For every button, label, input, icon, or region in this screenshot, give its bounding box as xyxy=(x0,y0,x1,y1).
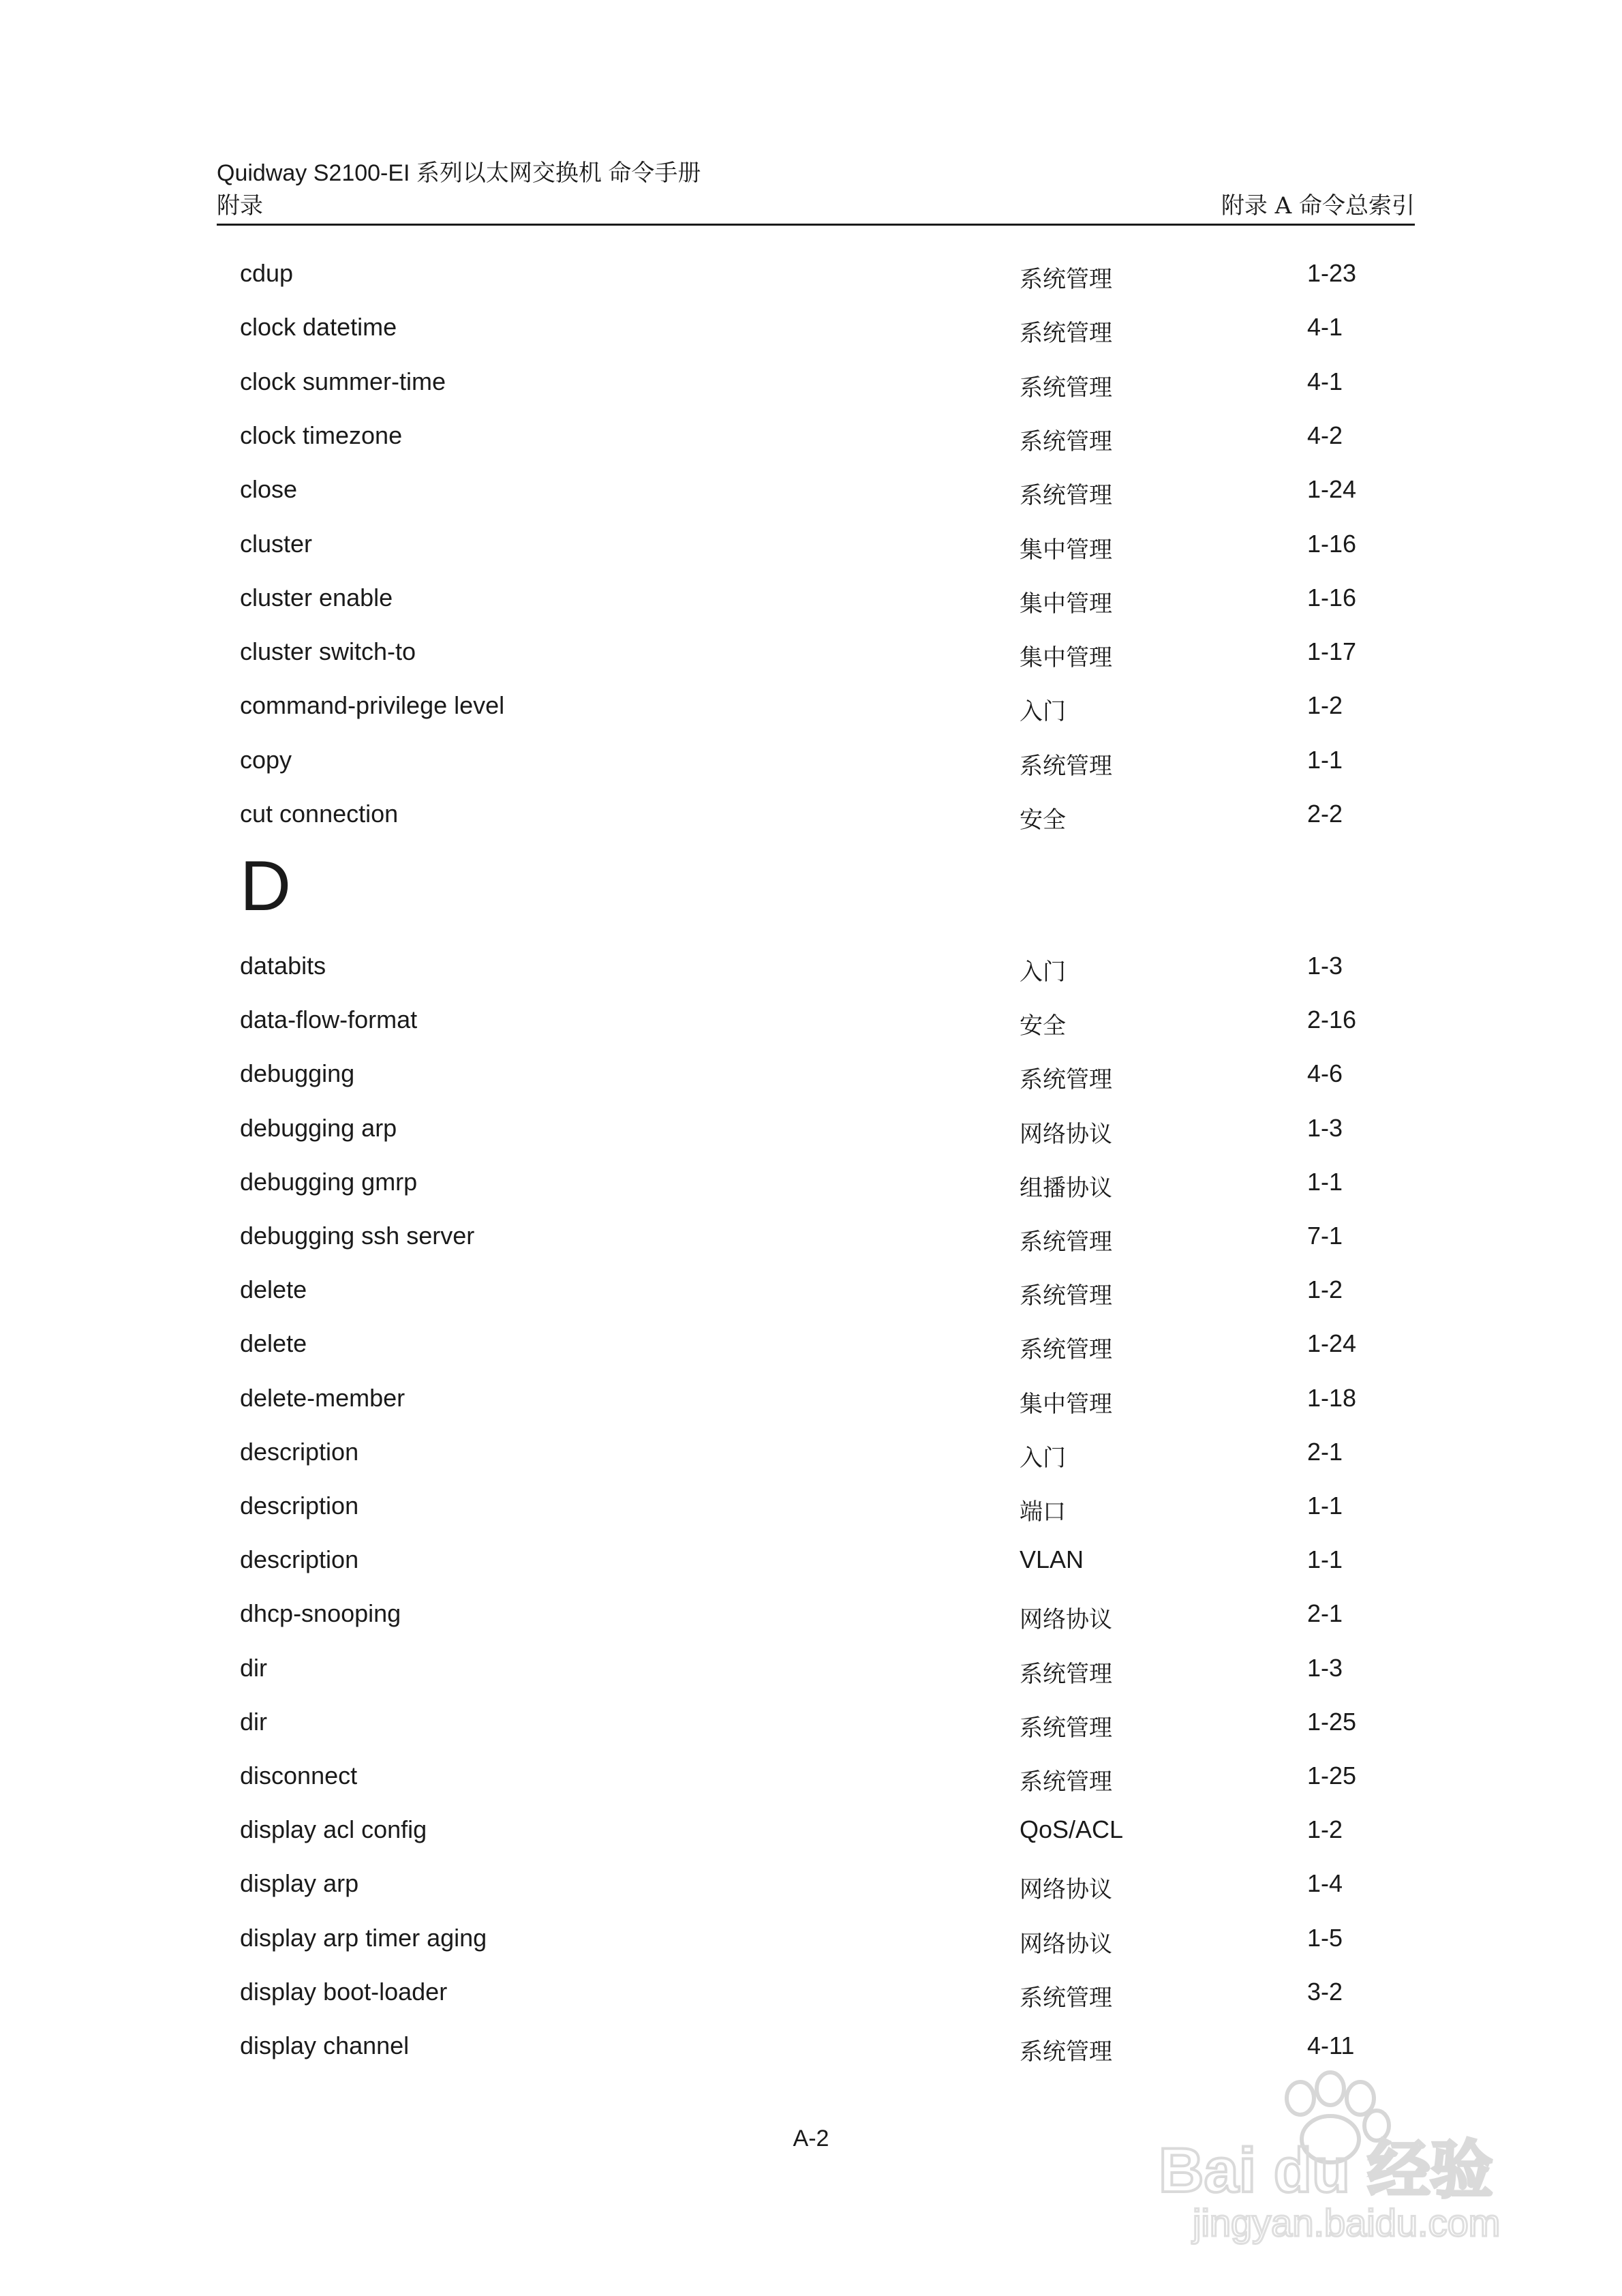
command-name: delete xyxy=(240,1329,307,1358)
page-reference: 1-4 xyxy=(1307,1869,1343,1898)
index-row xyxy=(0,691,1622,732)
index-row xyxy=(0,259,1622,300)
page-reference: 4-2 xyxy=(1307,421,1343,449)
command-category: 系统管理 xyxy=(1020,1066,1112,1094)
command-category: 入门 xyxy=(1020,958,1066,986)
page-reference: 1-1 xyxy=(1307,1545,1343,1574)
command-name: cut connection xyxy=(240,800,399,828)
page-reference: 1-2 xyxy=(1307,1815,1343,1844)
page-reference: 1-2 xyxy=(1307,1275,1343,1304)
page-reference: 1-1 xyxy=(1307,1492,1343,1520)
page-reference: 2-16 xyxy=(1307,1006,1357,1034)
command-category: 集中管理 xyxy=(1020,644,1112,672)
command-name: disconnect xyxy=(240,1762,358,1789)
command-category: 系统管理 xyxy=(1020,320,1112,348)
command-category: 系统管理 xyxy=(1020,427,1112,455)
command-name: debugging ssh server xyxy=(240,1222,475,1250)
command-name: dir xyxy=(240,1707,268,1736)
page-reference: 1-1 xyxy=(1307,745,1343,774)
page-reference: 7-1 xyxy=(1307,1222,1343,1250)
command-category: 系统管理 xyxy=(1020,1282,1112,1310)
index-row xyxy=(0,1168,1622,1209)
command-name: display arp xyxy=(240,1869,359,1898)
command-name: cdup xyxy=(240,259,294,287)
page-reference: 3-2 xyxy=(1307,1977,1343,2006)
command-category: 系统管理 xyxy=(1020,482,1112,510)
index-row xyxy=(0,1545,1622,1586)
page-reference: 1-25 xyxy=(1307,1707,1357,1736)
command-category: 集中管理 xyxy=(1020,1390,1112,1418)
index-row xyxy=(0,1978,1622,2019)
index-row xyxy=(0,421,1622,462)
command-category: 系统管理 xyxy=(1020,1714,1112,1742)
command-name: description xyxy=(240,1437,359,1466)
index-row xyxy=(0,746,1622,787)
command-category: 端口 xyxy=(1020,1498,1066,1526)
page-reference: 4-6 xyxy=(1307,1059,1343,1088)
command-name: data-flow-format xyxy=(240,1006,418,1034)
page-reference: 1-2 xyxy=(1307,691,1343,720)
index-row xyxy=(0,1114,1622,1155)
command-name: dhcp-snooping xyxy=(240,1599,401,1628)
index-row xyxy=(0,952,1622,993)
command-name: databits xyxy=(240,952,326,980)
index-row xyxy=(0,1599,1622,1640)
page-reference: 1-3 xyxy=(1307,1113,1343,1142)
command-category: 系统管理 xyxy=(1020,2038,1112,2066)
command-category: 安全 xyxy=(1020,1012,1066,1040)
page-reference: 4-1 xyxy=(1307,367,1343,395)
page-reference: 1-16 xyxy=(1307,529,1357,558)
index-row xyxy=(0,475,1622,516)
command-category: 系统管理 xyxy=(1020,1336,1112,1364)
page-reference: 1-3 xyxy=(1307,952,1343,980)
command-name: close xyxy=(240,475,298,504)
index-row xyxy=(0,1329,1622,1370)
command-category: 系统管理 xyxy=(1020,1984,1112,2012)
command-category: QoS/ACL xyxy=(1020,1815,1124,1844)
command-name: debugging arp xyxy=(240,1113,397,1142)
command-category: 组播协议 xyxy=(1020,1174,1112,1202)
page-reference: 1-18 xyxy=(1307,1383,1357,1412)
index-row xyxy=(0,1654,1622,1695)
page-reference: 1-25 xyxy=(1307,1762,1357,1789)
command-name: clock datetime xyxy=(240,313,397,342)
header-section: 附录 xyxy=(217,192,263,220)
page-reference: 2-2 xyxy=(1307,800,1343,828)
watermark-url: jingyan.baidu.com xyxy=(1193,2201,1501,2244)
page-reference: 1-3 xyxy=(1307,1653,1343,1682)
command-category: 安全 xyxy=(1020,806,1066,834)
index-row xyxy=(0,584,1622,624)
index-row xyxy=(0,313,1622,354)
command-name: description xyxy=(240,1492,359,1520)
command-category: 网络协议 xyxy=(1020,1606,1112,1634)
header-title: Quidway S2100-EI 系列以太网交换机 命令手册 xyxy=(217,160,701,186)
page-reference: 2-1 xyxy=(1307,1437,1343,1466)
index-row xyxy=(0,1059,1622,1100)
watermark-brand: Bai du 经验 xyxy=(1159,2136,1493,2205)
page-reference: 1-23 xyxy=(1307,259,1357,287)
index-row xyxy=(0,530,1622,571)
baidu-watermark xyxy=(1152,2066,1533,2250)
command-name: cluster switch-to xyxy=(240,637,416,666)
index-row xyxy=(0,1815,1622,1856)
command-name: display channel xyxy=(240,2031,410,2059)
command-name: copy xyxy=(240,745,292,774)
page-number: A-2 xyxy=(793,2126,829,2151)
command-name: debugging gmrp xyxy=(240,1167,418,1196)
command-category: 入门 xyxy=(1020,698,1066,726)
command-name: display boot-loader xyxy=(240,1977,448,2006)
command-category: 系统管理 xyxy=(1020,374,1112,402)
index-row xyxy=(0,367,1622,408)
index-row xyxy=(0,1275,1622,1316)
page-reference: 2-1 xyxy=(1307,1599,1343,1628)
index-row xyxy=(0,1006,1622,1046)
page-header xyxy=(217,151,1415,226)
command-name: command-privilege level xyxy=(240,691,505,720)
index-row xyxy=(0,1762,1622,1802)
page-reference: 1-24 xyxy=(1307,1329,1357,1358)
command-name: display arp timer aging xyxy=(240,1923,487,1952)
command-category: 入门 xyxy=(1020,1444,1066,1472)
command-name: delete-member xyxy=(240,1383,406,1412)
command-name: clock timezone xyxy=(240,421,403,449)
page-reference: 4-1 xyxy=(1307,313,1343,342)
command-category: 集中管理 xyxy=(1020,536,1112,564)
command-category: 系统管理 xyxy=(1020,1768,1112,1796)
page-reference: 1-17 xyxy=(1307,637,1357,666)
index-row xyxy=(0,1492,1622,1532)
command-name: cluster enable xyxy=(240,583,393,611)
index-row xyxy=(0,1924,1622,1965)
command-category: 集中管理 xyxy=(1020,590,1112,618)
index-row xyxy=(0,1438,1622,1479)
header-chapter: 附录 A 命令总索引 xyxy=(1221,192,1415,220)
command-category: VLAN xyxy=(1020,1545,1084,1574)
index-row xyxy=(0,637,1622,678)
page-reference: 1-5 xyxy=(1307,1923,1343,1952)
command-name: clock summer-time xyxy=(240,367,446,395)
page-reference: 1-16 xyxy=(1307,583,1357,611)
page-reference: 1-1 xyxy=(1307,1167,1343,1196)
index-row xyxy=(0,1708,1622,1749)
command-name: dir xyxy=(240,1653,268,1682)
command-name: cluster xyxy=(240,529,313,558)
page-reference: 4-11 xyxy=(1307,2031,1355,2059)
command-name: debugging xyxy=(240,1059,355,1088)
command-category: 系统管理 xyxy=(1020,1228,1112,1256)
index-row xyxy=(0,1222,1622,1263)
page-reference: 1-24 xyxy=(1307,475,1357,504)
command-name: description xyxy=(240,1545,359,1574)
section-letter-d: D xyxy=(240,847,292,926)
command-category: 系统管理 xyxy=(1020,266,1112,293)
index-row xyxy=(0,800,1622,841)
command-category: 系统管理 xyxy=(1020,752,1112,780)
command-category: 系统管理 xyxy=(1020,1660,1112,1688)
command-category: 网络协议 xyxy=(1020,1930,1112,1958)
command-category: 网络协议 xyxy=(1020,1876,1112,1904)
command-name: display acl config xyxy=(240,1815,427,1844)
command-category: 网络协议 xyxy=(1020,1120,1112,1148)
command-name: delete xyxy=(240,1275,307,1304)
index-row xyxy=(0,1384,1622,1425)
index-row xyxy=(0,1869,1622,1910)
